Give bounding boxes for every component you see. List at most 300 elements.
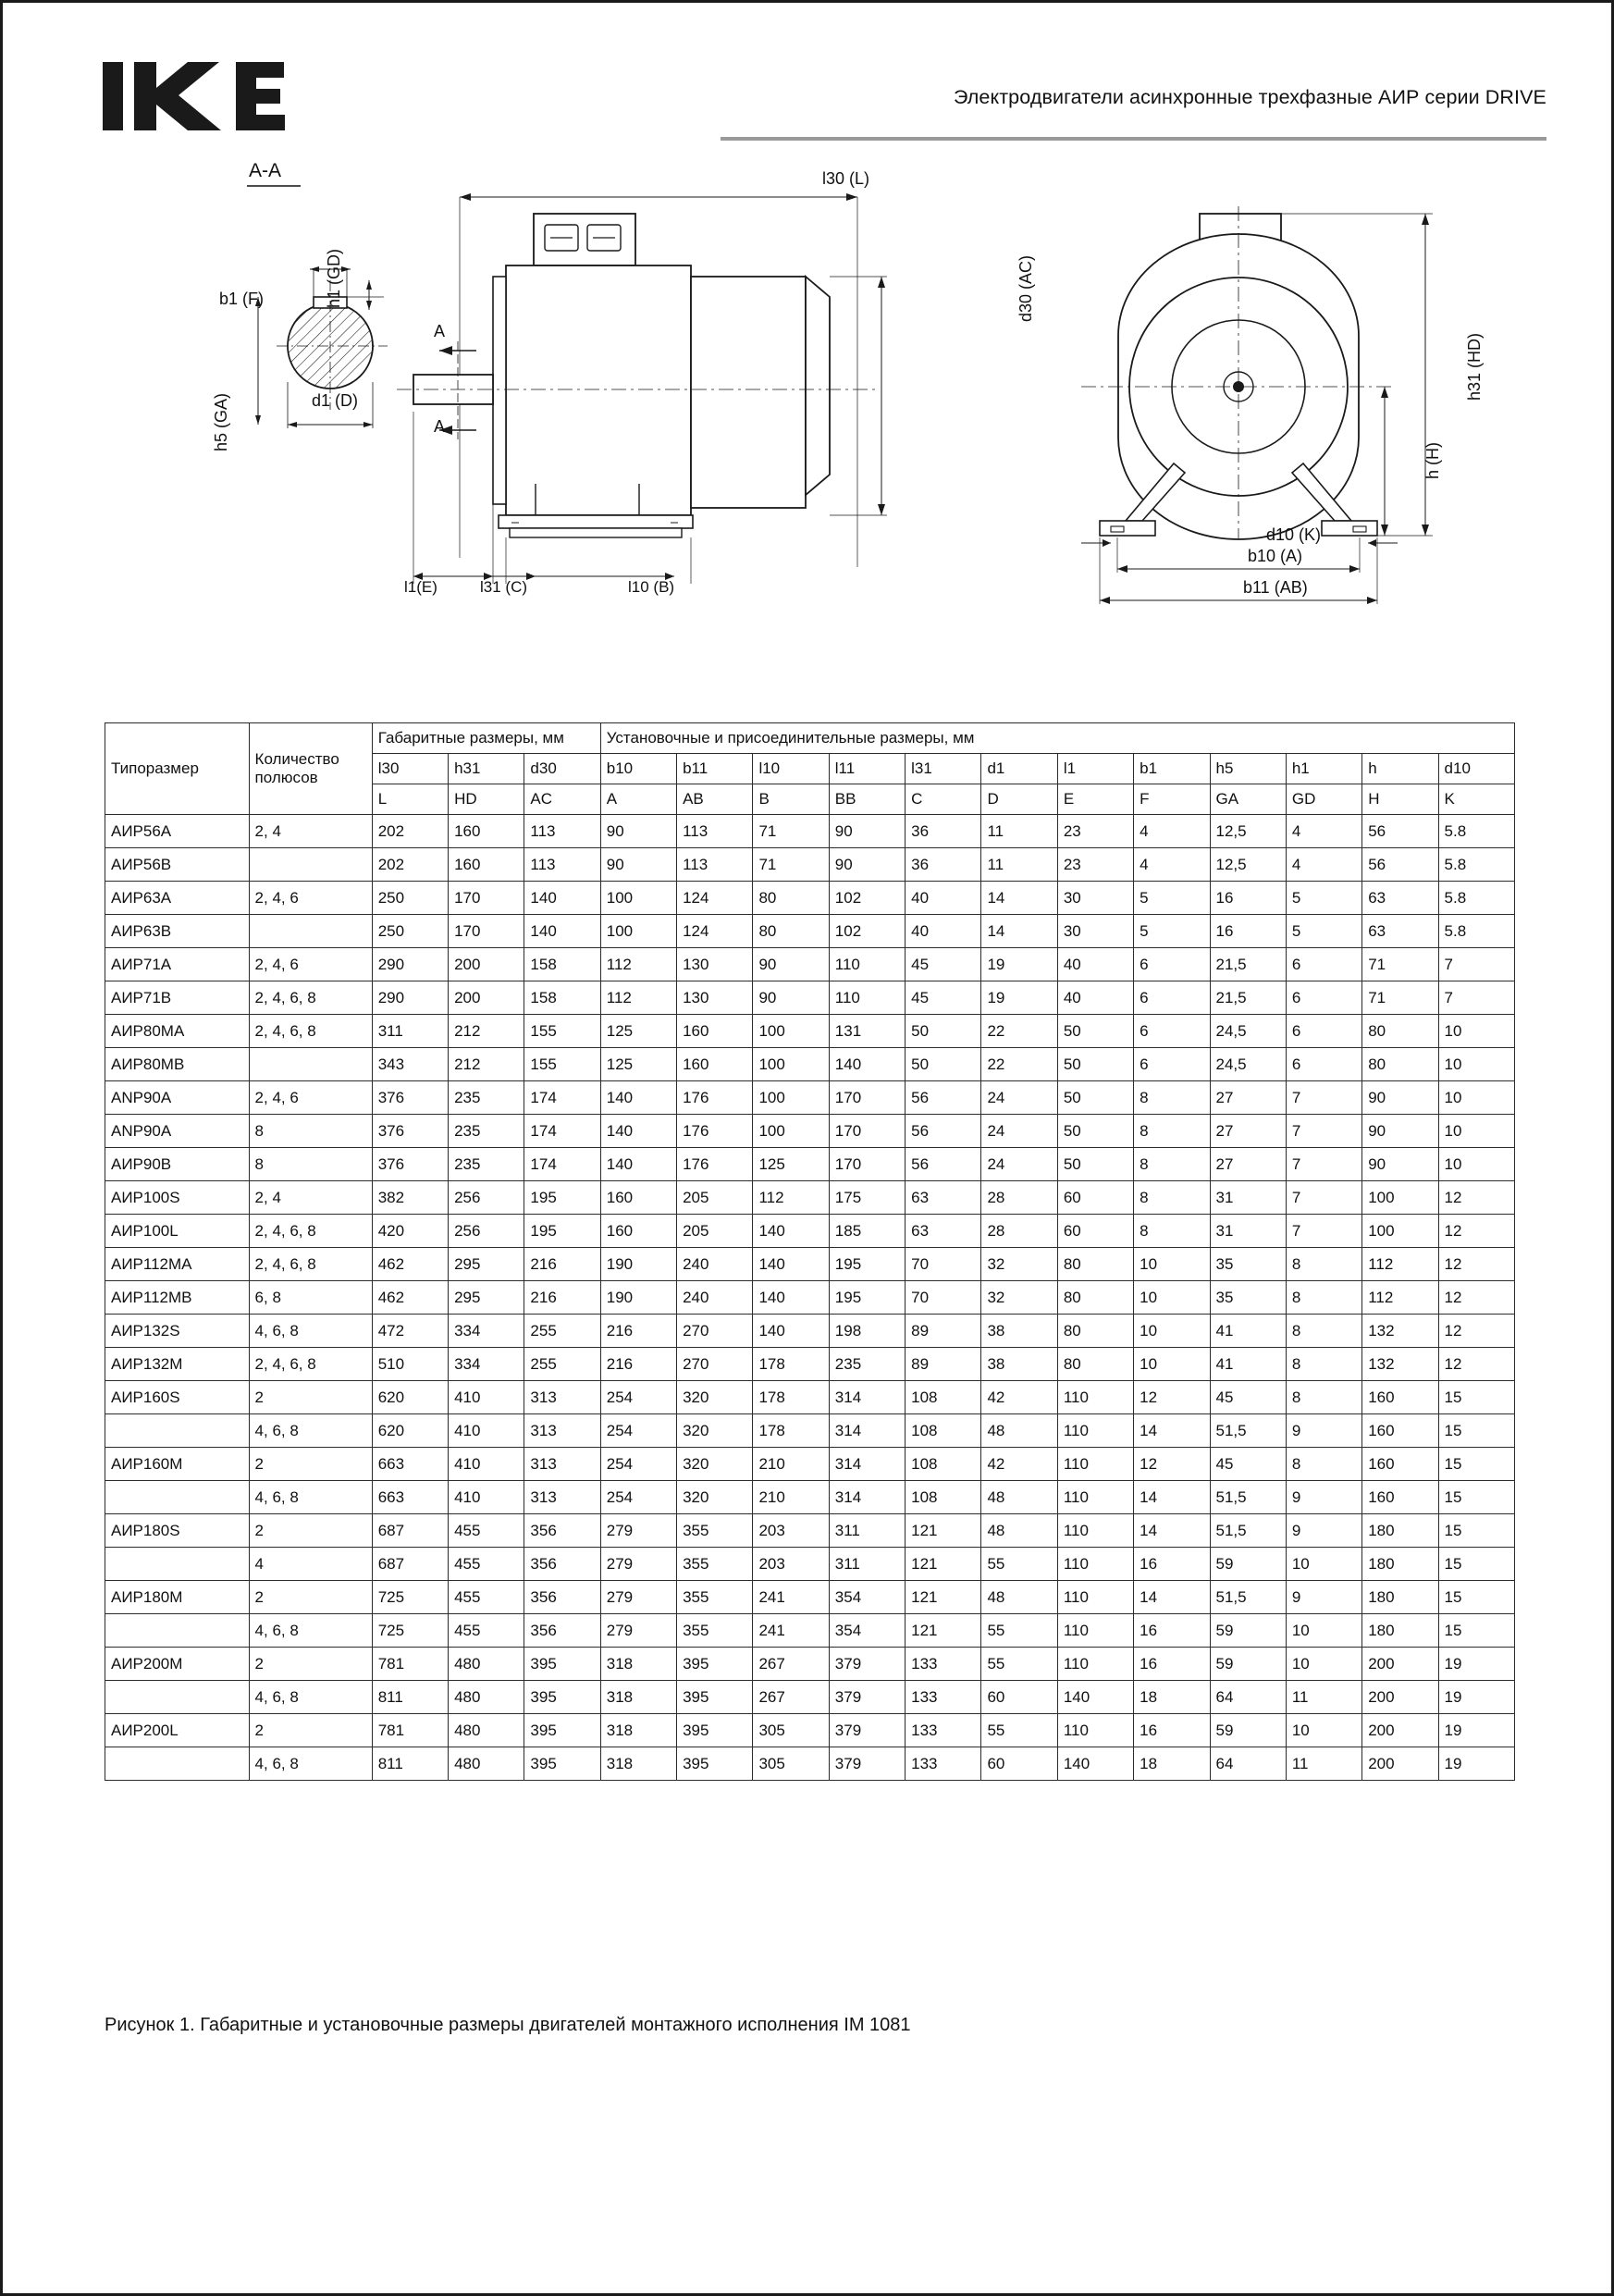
header-letter-AB: AB: [677, 784, 753, 815]
header-code-l11: l11: [829, 754, 905, 784]
cell-l31: 133: [906, 1747, 981, 1781]
cell-l30: 663: [372, 1448, 448, 1481]
cell-l10: 140: [753, 1215, 829, 1248]
cell-b11: 270: [677, 1348, 753, 1381]
cell-l11: 102: [829, 882, 905, 915]
cell-d30: 195: [524, 1181, 600, 1215]
cell-l1: 23: [1057, 848, 1133, 882]
cell-l1: 50: [1057, 1115, 1133, 1148]
cell-l31: 108: [906, 1481, 981, 1514]
cell-l11: 140: [829, 1048, 905, 1081]
cell-h: 112: [1362, 1281, 1438, 1315]
cell-h31: 256: [449, 1215, 524, 1248]
cell-d10: 7: [1438, 981, 1514, 1015]
cell-h5: 12,5: [1210, 815, 1286, 848]
cell-poles: 2: [249, 1714, 372, 1747]
table-row: [105, 1381, 1515, 1414]
cell-d30: 155: [524, 1015, 600, 1048]
header-letter-AC: AC: [524, 784, 600, 815]
cell-poles: 8: [249, 1148, 372, 1181]
cell-l1: 110: [1057, 1414, 1133, 1448]
cell-l31: 108: [906, 1381, 981, 1414]
cell-d10: 19: [1438, 1648, 1514, 1681]
cell-b10: 279: [600, 1581, 676, 1614]
cell-b1: 5: [1134, 882, 1210, 915]
cell-h: 71: [1362, 948, 1438, 981]
page-header: [92, 47, 1556, 144]
cell-d10: 15: [1438, 1414, 1514, 1448]
cell-h31: 170: [449, 915, 524, 948]
cell-poles: 2: [249, 1381, 372, 1414]
cell-h31: 170: [449, 882, 524, 915]
cell-type: АИР160S: [105, 1381, 250, 1414]
cell-poles: 2, 4: [249, 815, 372, 848]
cell-h5: 31: [1210, 1215, 1286, 1248]
table-row: [105, 1514, 1515, 1548]
cell-l11: 354: [829, 1614, 905, 1648]
cell-l30: 462: [372, 1248, 448, 1281]
cell-l30: 510: [372, 1348, 448, 1381]
cell-d30: 158: [524, 948, 600, 981]
cell-l31: 40: [906, 915, 981, 948]
cell-type: АИР200L: [105, 1714, 250, 1747]
cell-type: [105, 1548, 250, 1581]
cell-d30: 216: [524, 1281, 600, 1315]
cell-d1: 55: [981, 1648, 1057, 1681]
cell-l31: 50: [906, 1015, 981, 1048]
cell-l31: 108: [906, 1448, 981, 1481]
cell-poles: 4: [249, 1548, 372, 1581]
label-l30-l: l30 (L): [822, 169, 870, 188]
cell-l1: 80: [1057, 1281, 1133, 1315]
cell-h5: 59: [1210, 1714, 1286, 1747]
cell-h5: 21,5: [1210, 981, 1286, 1015]
cell-l1: 80: [1057, 1315, 1133, 1348]
cell-h1: 7: [1286, 1215, 1361, 1248]
cell-type: [105, 1414, 250, 1448]
motor-side-view: [397, 169, 970, 706]
cell-poles: 8: [249, 1115, 372, 1148]
label-h5-ga: h5 (GA): [212, 392, 230, 451]
cell-type: АИР80МА: [105, 1015, 250, 1048]
cell-h: 200: [1362, 1714, 1438, 1747]
cell-b11: 176: [677, 1081, 753, 1115]
label-b1-f: b1 (F): [219, 290, 265, 308]
cell-d1: 19: [981, 948, 1057, 981]
cell-h1: 8: [1286, 1315, 1361, 1348]
cell-h31: 410: [449, 1381, 524, 1414]
cell-h1: 5: [1286, 915, 1361, 948]
cell-l30: 376: [372, 1148, 448, 1181]
cell-l10: 203: [753, 1514, 829, 1548]
cell-h31: 455: [449, 1614, 524, 1648]
cell-h31: 410: [449, 1481, 524, 1514]
cell-h31: 235: [449, 1148, 524, 1181]
cell-l11: 235: [829, 1348, 905, 1381]
cell-l10: 80: [753, 915, 829, 948]
label-l10-b: l10 (B): [628, 578, 675, 596]
cell-l30: 687: [372, 1548, 448, 1581]
cell-h5: 16: [1210, 882, 1286, 915]
cell-d30: 158: [524, 981, 600, 1015]
cell-d1: 24: [981, 1148, 1057, 1181]
cell-h: 160: [1362, 1414, 1438, 1448]
cell-h5: 59: [1210, 1614, 1286, 1648]
cell-l31: 133: [906, 1681, 981, 1714]
cell-b10: 90: [600, 848, 676, 882]
cell-h31: 160: [449, 848, 524, 882]
header-letter-HD: HD: [449, 784, 524, 815]
table-header-row-groups: [105, 723, 1515, 754]
cell-l30: 781: [372, 1648, 448, 1681]
cell-h31: 295: [449, 1281, 524, 1315]
cell-d10: 5.8: [1438, 815, 1514, 848]
cell-h: 80: [1362, 1048, 1438, 1081]
cell-b11: 320: [677, 1481, 753, 1514]
cell-poles: [249, 848, 372, 882]
cell-d10: 12: [1438, 1348, 1514, 1381]
cell-h31: 160: [449, 815, 524, 848]
cell-type: ANP90A: [105, 1115, 250, 1148]
table-row: [105, 1548, 1515, 1581]
cell-b1: 14: [1134, 1581, 1210, 1614]
cell-d30: 113: [524, 848, 600, 882]
cell-l11: 90: [829, 815, 905, 848]
label-l31-c: l31 (C): [480, 578, 528, 596]
cell-d10: 15: [1438, 1514, 1514, 1548]
table-row: [105, 1648, 1515, 1681]
cell-h5: 24,5: [1210, 1048, 1286, 1081]
cell-l1: 50: [1057, 1081, 1133, 1115]
cell-b1: 6: [1134, 948, 1210, 981]
cell-d30: 113: [524, 815, 600, 848]
cell-l31: 133: [906, 1648, 981, 1681]
cell-l10: 178: [753, 1348, 829, 1381]
cell-l1: 40: [1057, 948, 1133, 981]
cell-l31: 121: [906, 1514, 981, 1548]
cell-h1: 10: [1286, 1714, 1361, 1747]
cell-d1: 60: [981, 1747, 1057, 1781]
cell-poles: 2, 4, 6, 8: [249, 1015, 372, 1048]
cell-b11: 395: [677, 1681, 753, 1714]
table-row: [105, 1315, 1515, 1348]
cell-d10: 19: [1438, 1747, 1514, 1781]
cell-l30: 725: [372, 1581, 448, 1614]
cell-l1: 40: [1057, 981, 1133, 1015]
cell-l11: 110: [829, 948, 905, 981]
cell-d30: 356: [524, 1614, 600, 1648]
cell-b10: 125: [600, 1015, 676, 1048]
cell-d1: 55: [981, 1714, 1057, 1747]
cell-b10: 190: [600, 1281, 676, 1315]
cell-l30: 781: [372, 1714, 448, 1747]
cell-poles: 2: [249, 1581, 372, 1614]
cell-b10: 279: [600, 1548, 676, 1581]
cell-h31: 410: [449, 1448, 524, 1481]
cell-d1: 32: [981, 1281, 1057, 1315]
cell-d30: 255: [524, 1348, 600, 1381]
cell-d10: 12: [1438, 1215, 1514, 1248]
cell-l1: 50: [1057, 1048, 1133, 1081]
cell-l1: 23: [1057, 815, 1133, 848]
table-row: [105, 1015, 1515, 1048]
cell-h31: 480: [449, 1648, 524, 1681]
cell-b1: 14: [1134, 1414, 1210, 1448]
cell-b11: 130: [677, 948, 753, 981]
cell-poles: 6, 8: [249, 1281, 372, 1315]
cell-l31: 45: [906, 981, 981, 1015]
cell-d1: 19: [981, 981, 1057, 1015]
table-row: [105, 1181, 1515, 1215]
cell-h31: 235: [449, 1115, 524, 1148]
header-title: Электродвигатели асинхронные трехфазные АИР серии DRIVE: [953, 86, 1546, 108]
header-letter-D: D: [981, 784, 1057, 815]
cell-b1: 12: [1134, 1448, 1210, 1481]
header-letter-L: L: [372, 784, 448, 815]
cell-d30: 174: [524, 1148, 600, 1181]
header-cell-poles: Количество полюсов: [249, 723, 372, 815]
cell-h: 200: [1362, 1747, 1438, 1781]
cell-h5: 51,5: [1210, 1581, 1286, 1614]
cell-h1: 6: [1286, 948, 1361, 981]
cell-l11: 314: [829, 1381, 905, 1414]
cell-type: АИР71В: [105, 981, 250, 1015]
cell-poles: 2: [249, 1448, 372, 1481]
label-l1-e: l1(E): [404, 578, 437, 596]
cell-l30: 343: [372, 1048, 448, 1081]
cell-h1: 4: [1286, 848, 1361, 882]
table-row: [105, 1081, 1515, 1115]
cell-h: 200: [1362, 1681, 1438, 1714]
header-letter-K: K: [1438, 784, 1514, 815]
label-section-a-top: A: [434, 322, 446, 340]
header-code-d30: d30: [524, 754, 600, 784]
cell-d1: 22: [981, 1015, 1057, 1048]
cell-l1: 50: [1057, 1148, 1133, 1181]
cell-l11: 195: [829, 1248, 905, 1281]
cell-d1: 11: [981, 848, 1057, 882]
cell-poles: 4, 6, 8: [249, 1614, 372, 1648]
cell-h1: 4: [1286, 815, 1361, 848]
header-code-b10: b10: [600, 754, 676, 784]
cell-l11: 379: [829, 1714, 905, 1747]
cell-d30: 395: [524, 1681, 600, 1714]
cell-b11: 240: [677, 1248, 753, 1281]
cell-poles: 2, 4, 6, 8: [249, 1248, 372, 1281]
cell-l10: 305: [753, 1714, 829, 1747]
cell-h1: 7: [1286, 1148, 1361, 1181]
cell-h31: 200: [449, 948, 524, 981]
table-row: [105, 1348, 1515, 1381]
label-d1-d: d1 (D): [312, 391, 359, 410]
header-code-l31: l31: [906, 754, 981, 784]
cell-l11: 195: [829, 1281, 905, 1315]
header-code-h31: h31: [449, 754, 524, 784]
cell-h31: 200: [449, 981, 524, 1015]
cell-b10: 216: [600, 1315, 676, 1348]
cell-l31: 56: [906, 1081, 981, 1115]
cell-d1: 55: [981, 1614, 1057, 1648]
cell-poles: 2, 4: [249, 1181, 372, 1215]
cell-l30: 725: [372, 1614, 448, 1648]
cell-l1: 110: [1057, 1448, 1133, 1481]
cell-d30: 313: [524, 1381, 600, 1414]
cell-b1: 4: [1134, 848, 1210, 882]
table-row: [105, 815, 1515, 848]
table-row: [105, 1281, 1515, 1315]
cell-type: ANP90A: [105, 1081, 250, 1115]
cell-l31: 45: [906, 948, 981, 981]
cell-d10: 19: [1438, 1714, 1514, 1747]
table-row: [105, 1481, 1515, 1514]
cell-b1: 6: [1134, 1048, 1210, 1081]
cell-d30: 313: [524, 1448, 600, 1481]
cell-d30: 140: [524, 915, 600, 948]
cell-h1: 8: [1286, 1248, 1361, 1281]
cell-b11: 320: [677, 1448, 753, 1481]
cell-l31: 63: [906, 1181, 981, 1215]
label-h1-gd: h1 (GD): [325, 248, 343, 308]
cell-l10: 305: [753, 1747, 829, 1781]
cell-d1: 48: [981, 1481, 1057, 1514]
cell-h1: 9: [1286, 1581, 1361, 1614]
cell-h31: 212: [449, 1015, 524, 1048]
cell-b10: 100: [600, 915, 676, 948]
cell-type: АИР56В: [105, 848, 250, 882]
cell-d10: 10: [1438, 1115, 1514, 1148]
header-cell-type: Типоразмер: [105, 723, 250, 815]
cell-h31: 295: [449, 1248, 524, 1281]
cell-b11: 205: [677, 1215, 753, 1248]
cell-l30: 290: [372, 948, 448, 981]
cell-h: 100: [1362, 1215, 1438, 1248]
cell-b11: 395: [677, 1648, 753, 1681]
cell-b10: 160: [600, 1215, 676, 1248]
cell-l10: 178: [753, 1381, 829, 1414]
cell-h: 63: [1362, 915, 1438, 948]
cell-d1: 28: [981, 1215, 1057, 1248]
cell-l1: 110: [1057, 1714, 1133, 1747]
cell-b10: 279: [600, 1614, 676, 1648]
header-code-d10: d10: [1438, 754, 1514, 784]
cell-l10: 203: [753, 1548, 829, 1581]
cell-h1: 11: [1286, 1747, 1361, 1781]
cell-h5: 51,5: [1210, 1414, 1286, 1448]
cell-type: [105, 1747, 250, 1781]
cell-l30: 811: [372, 1681, 448, 1714]
cell-l1: 30: [1057, 915, 1133, 948]
cell-h1: 10: [1286, 1548, 1361, 1581]
cell-h31: 480: [449, 1747, 524, 1781]
cell-b1: 8: [1134, 1215, 1210, 1248]
header-code-l30: l30: [372, 754, 448, 784]
cell-h: 71: [1362, 981, 1438, 1015]
cell-d1: 48: [981, 1414, 1057, 1448]
cell-l10: 112: [753, 1181, 829, 1215]
cell-l30: 250: [372, 915, 448, 948]
cell-l11: 170: [829, 1081, 905, 1115]
cell-l1: 50: [1057, 1015, 1133, 1048]
table-row: [105, 1248, 1515, 1281]
cell-l30: 382: [372, 1181, 448, 1215]
cell-l10: 267: [753, 1681, 829, 1714]
cell-h1: 8: [1286, 1281, 1361, 1315]
cell-l31: 89: [906, 1315, 981, 1348]
cell-type: АИР180М: [105, 1581, 250, 1614]
cell-b10: 254: [600, 1481, 676, 1514]
cell-h1: 9: [1286, 1414, 1361, 1448]
cell-l30: 472: [372, 1315, 448, 1348]
cell-b1: 16: [1134, 1548, 1210, 1581]
cell-b10: 100: [600, 882, 676, 915]
table-row: [105, 1614, 1515, 1648]
cell-h1: 6: [1286, 981, 1361, 1015]
cell-l11: 314: [829, 1481, 905, 1514]
cell-b1: 14: [1134, 1481, 1210, 1514]
cell-h1: 10: [1286, 1648, 1361, 1681]
cell-l11: 379: [829, 1747, 905, 1781]
cell-d10: 10: [1438, 1015, 1514, 1048]
label-h-h: h (H): [1423, 442, 1442, 479]
cell-b1: 5: [1134, 915, 1210, 948]
cell-b11: 113: [677, 848, 753, 882]
cell-l10: 210: [753, 1448, 829, 1481]
cell-d1: 14: [981, 882, 1057, 915]
cell-h31: 480: [449, 1681, 524, 1714]
cell-h: 90: [1362, 1115, 1438, 1148]
cell-h: 63: [1362, 882, 1438, 915]
cell-h: 180: [1362, 1514, 1438, 1548]
cell-l10: 90: [753, 948, 829, 981]
cell-l10: 267: [753, 1648, 829, 1681]
cell-l30: 687: [372, 1514, 448, 1548]
cell-b10: 190: [600, 1248, 676, 1281]
cell-b10: 318: [600, 1681, 676, 1714]
cell-b11: 160: [677, 1048, 753, 1081]
cell-l11: 314: [829, 1414, 905, 1448]
cell-h: 56: [1362, 815, 1438, 848]
cell-l1: 110: [1057, 1614, 1133, 1648]
cell-b11: 176: [677, 1115, 753, 1148]
cell-l31: 121: [906, 1581, 981, 1614]
cell-type: АИР180S: [105, 1514, 250, 1548]
cell-d10: 5.8: [1438, 882, 1514, 915]
cell-b1: 14: [1134, 1514, 1210, 1548]
header-code-h5: h5: [1210, 754, 1286, 784]
cell-l10: 71: [753, 848, 829, 882]
cell-l11: 379: [829, 1648, 905, 1681]
cell-l1: 60: [1057, 1215, 1133, 1248]
cell-b1: 18: [1134, 1747, 1210, 1781]
cell-b1: 8: [1134, 1115, 1210, 1148]
cell-d1: 11: [981, 815, 1057, 848]
cell-l10: 90: [753, 981, 829, 1015]
cell-l31: 89: [906, 1348, 981, 1381]
cell-poles: 4, 6, 8: [249, 1315, 372, 1348]
cell-l1: 110: [1057, 1481, 1133, 1514]
cell-h: 180: [1362, 1548, 1438, 1581]
cell-b1: 10: [1134, 1348, 1210, 1381]
cell-type: [105, 1614, 250, 1648]
cell-d1: 60: [981, 1681, 1057, 1714]
cell-b10: 254: [600, 1381, 676, 1414]
cell-l11: 314: [829, 1448, 905, 1481]
cell-l30: 376: [372, 1081, 448, 1115]
cell-h31: 455: [449, 1514, 524, 1548]
cell-b1: 16: [1134, 1614, 1210, 1648]
cell-d10: 15: [1438, 1581, 1514, 1614]
cell-d10: 12: [1438, 1181, 1514, 1215]
